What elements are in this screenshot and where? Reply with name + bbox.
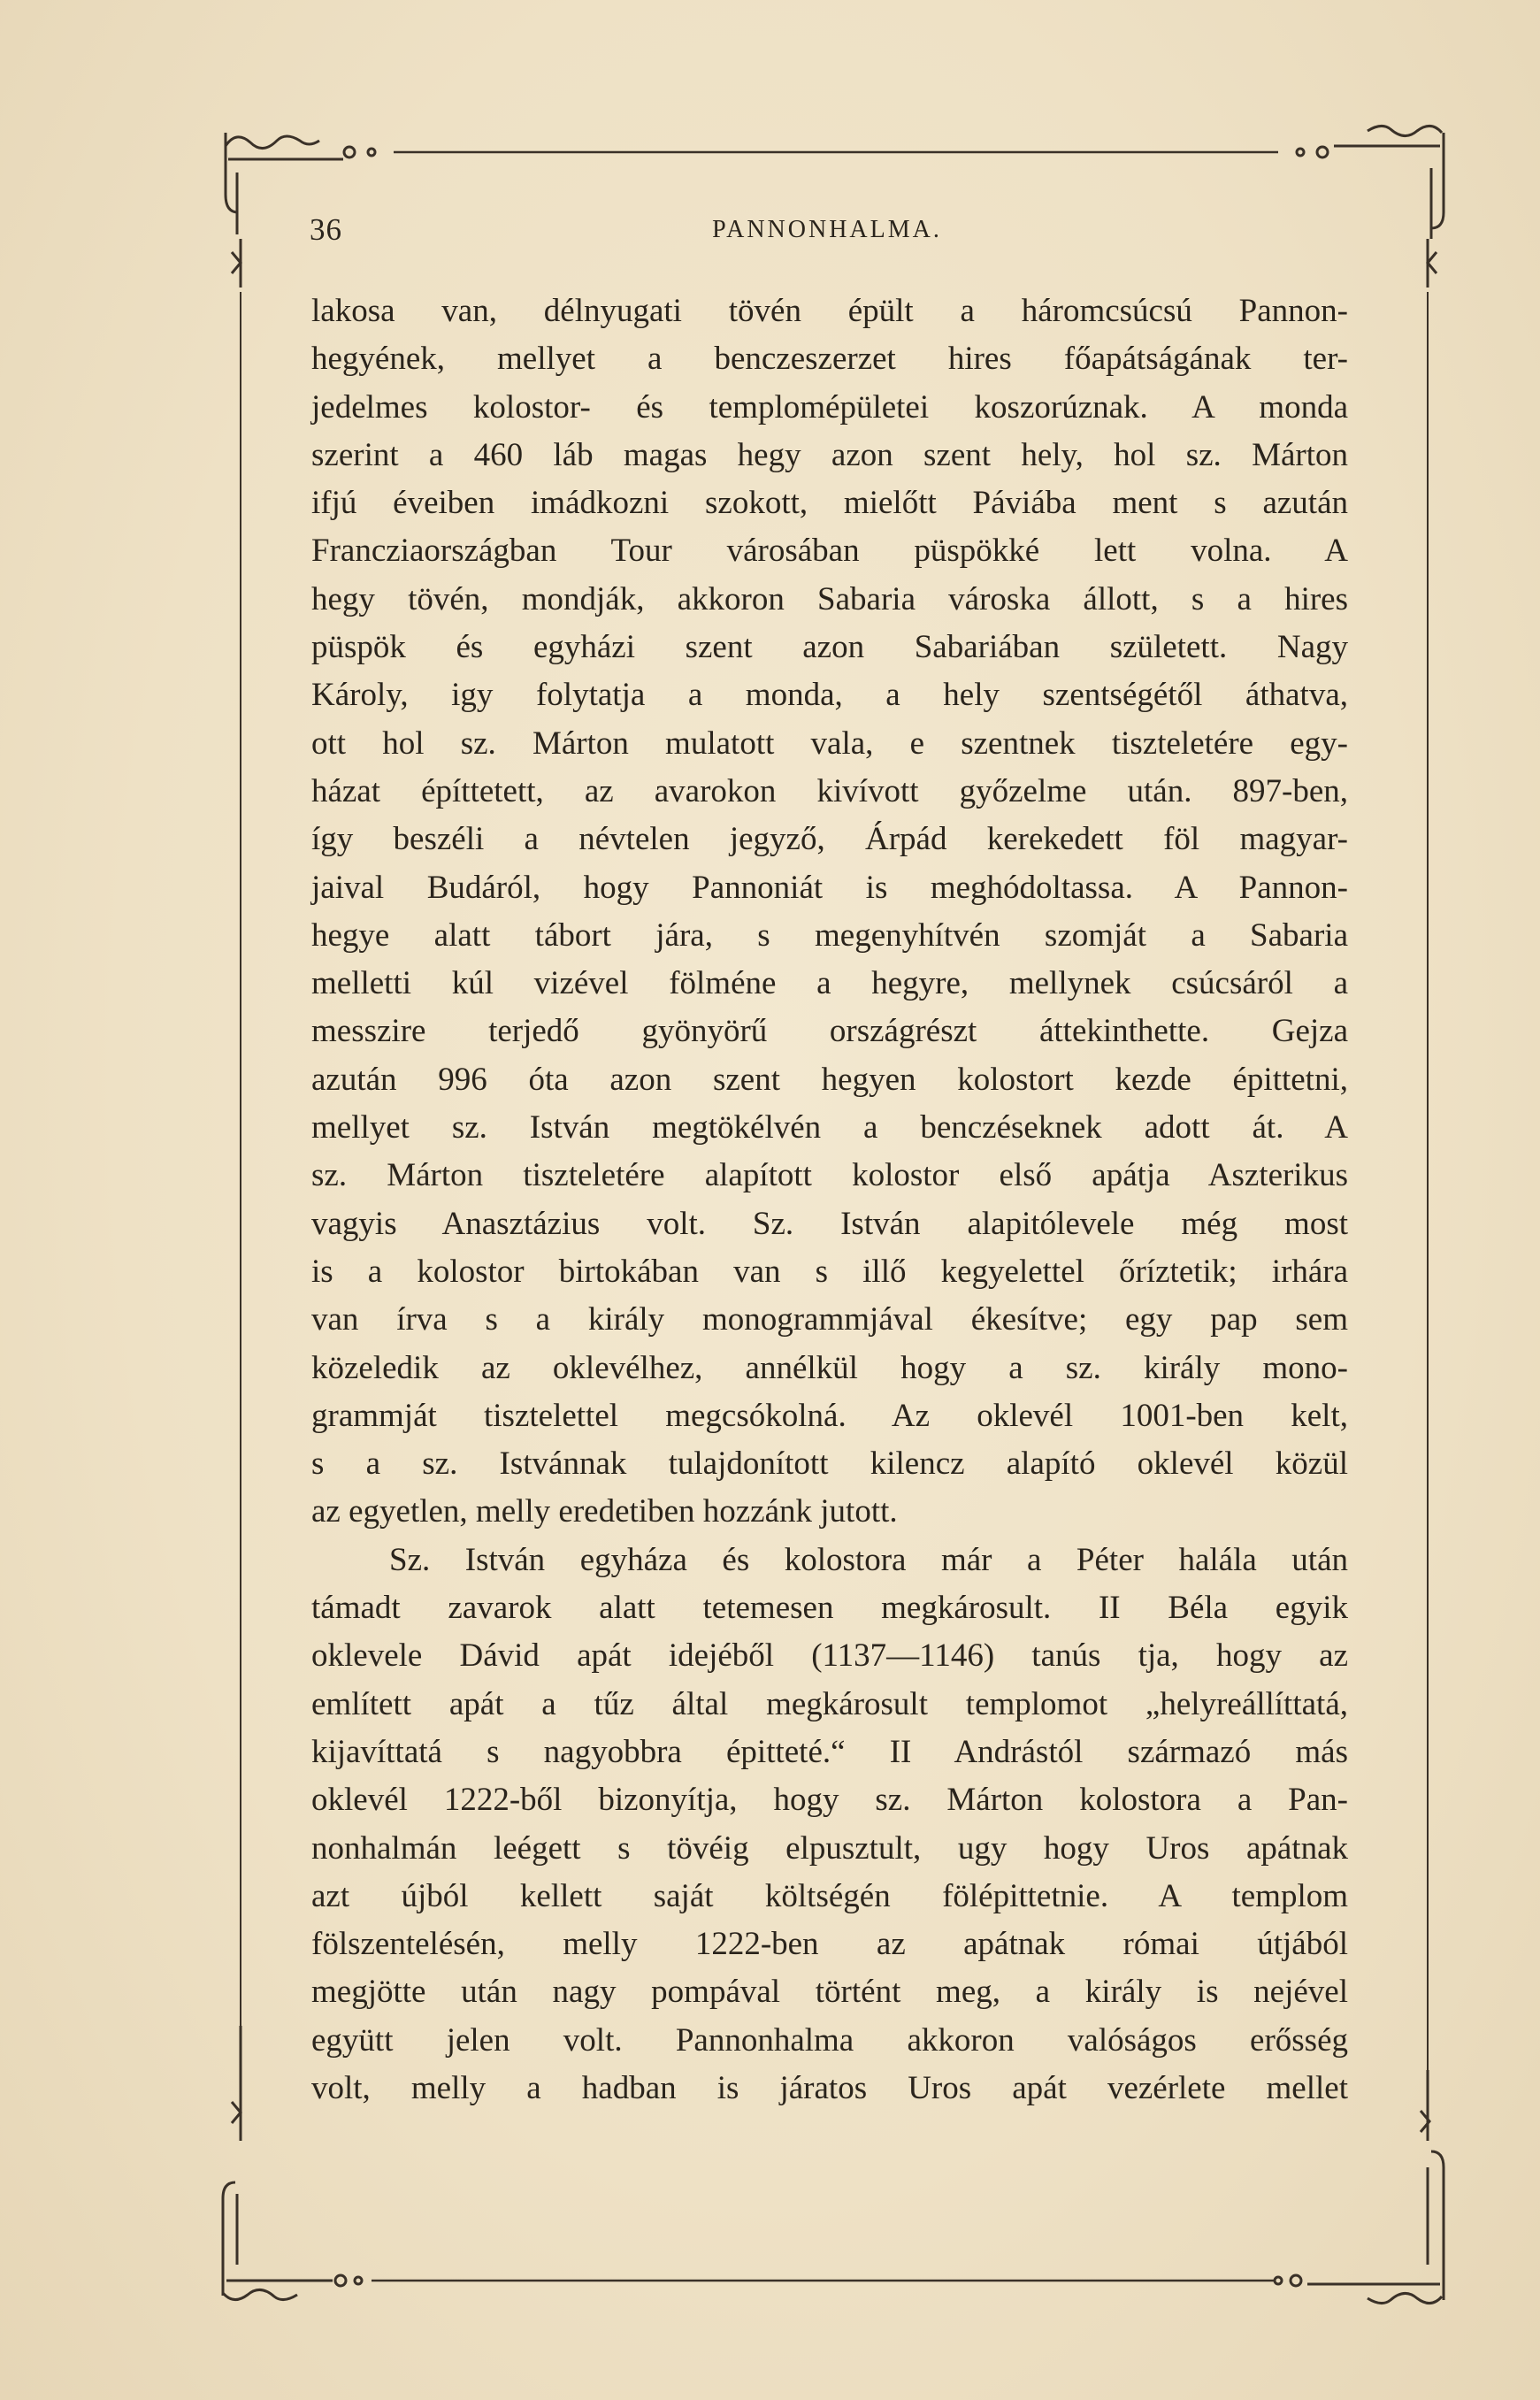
text-line: Károly, igy folytatja a monda, a hely szentségétől áthatva, (311, 677, 1348, 714)
text-line: is a kolostor birtokában van s illő kegyelettel őríztetik; irhára (311, 1253, 1348, 1290)
text-line: volt, melly a hadban is járatos Uros apát vezérlete mellet (311, 2069, 1348, 2106)
text-line: nonhalmán leégett s tövéig elpusztult, ugy hogy Uros apátnak (311, 1829, 1348, 1867)
paragraph-first-line: Sz. István egyháza és kolostora már a Péter halála után (389, 1541, 1348, 1578)
page-number: 36 (310, 212, 342, 247)
text-line: Francziaországban Tour városában püspökké lett volna. A (311, 533, 1348, 570)
text-line: szerint a 460 láb magas hegy azon szent hely, hol sz. Márton (311, 436, 1348, 473)
text-line: oklevél 1222-ből bizonyítja, hogy sz. Márton kolostora a Pan- (311, 1782, 1348, 1819)
text-line: hegy tövén, mondják, akkoron Sabaria városka állott, s a hires (311, 580, 1348, 617)
text-line: támadt zavarok alatt tetemesen megkárosult. II Béla egyik (311, 1590, 1348, 1627)
text-line: fölszentelésén, melly 1222-ben az apátnak római útjából (311, 1926, 1348, 1963)
page-title: PANNONHALMA. (712, 216, 942, 243)
text-line: mellyet sz. István megtökélvén a benczéseknek adott át. A (311, 1109, 1348, 1146)
text-line: házat építtetett, az avarokon kivívott győzelme után. 897-ben, (311, 772, 1348, 809)
text-line: s a sz. Istvánnak tulajdonított kilencz alapító oklevél közül (311, 1445, 1348, 1483)
text-line: említett apát a tűz által megkárosult templomot „helyreállíttatá, (311, 1685, 1348, 1722)
text-line: hegye alatt tábort jára, s megenyhítvén szomját a Sabaria (311, 916, 1348, 954)
text-line: azután 996 óta azon szent hegyen kolostort kezde épittetni, (311, 1061, 1348, 1098)
text-line: messzire terjedő gyönyörű országrészt áttekinthette. Gejza (311, 1013, 1348, 1050)
text-line: megjötte után nagy pompával történt meg, a király is nejével (311, 1974, 1348, 2011)
text-line: hegyének, mellyet a benczeszerzet hires főapátságának ter- (311, 341, 1348, 378)
text-line: vagyis Anasztázius volt. Sz. István alapitólevele még most (311, 1205, 1348, 1242)
text-line: azt újból kellett saját költségén fölépittetnie. A templom (311, 1877, 1348, 1914)
text-line: grammját tisztelettel megcsókolná. Az oklevél 1001-ben kelt, (311, 1397, 1348, 1434)
text-line: van írva s a király monogrammjával ékesítve; egy pap sem (311, 1301, 1348, 1338)
text-line: ott hol sz. Márton mulatott vala, e szentnek tiszteletére egy- (311, 725, 1348, 762)
text-line: püspök és egyházi szent azon Sabariában született. Nagy (311, 629, 1348, 666)
text-line: jaival Budáról, hogy Pannoniát is meghódoltassa. A Pannon- (311, 869, 1348, 906)
running-head (310, 212, 1345, 265)
text-line: sz. Márton tiszteletére alapított kolostor első apátja Aszterikus (311, 1157, 1348, 1194)
text-line: közeledik az oklevélhez, annélkül hogy a sz. király mono- (311, 1349, 1348, 1386)
text-line: együtt jelen volt. Pannonhalma akkoron valóságos erősség (311, 2021, 1348, 2059)
text-line: így beszéli a névtelen jegyző, Árpád kerekedett föl magyar- (311, 821, 1348, 858)
text-line: kijavíttatá s nagyobbra épitteté.“ II Andrástól származó más (311, 1733, 1348, 1770)
text-line: az egyetlen, melly eredetiben hozzánk jutott. (311, 1493, 898, 1530)
text-line: ifjú éveiben imádkozni szokott, mielőtt Páviába ment s azután (311, 485, 1348, 522)
text-line: melletti kúl vizével fölméne a hegyre, mellynek csúcsáról a (311, 965, 1348, 1002)
text-line: lakosa van, délnyugati tövén épült a háromcsúcsú Pannon- (311, 293, 1348, 329)
body-text (311, 288, 1348, 2112)
text-line: jedelmes kolostor- és templomépületei koszorúznak. A monda (311, 388, 1348, 426)
text-line: oklevele Dávid apát idejéből (1137—1146) tanús tja, hogy az (311, 1637, 1348, 1675)
